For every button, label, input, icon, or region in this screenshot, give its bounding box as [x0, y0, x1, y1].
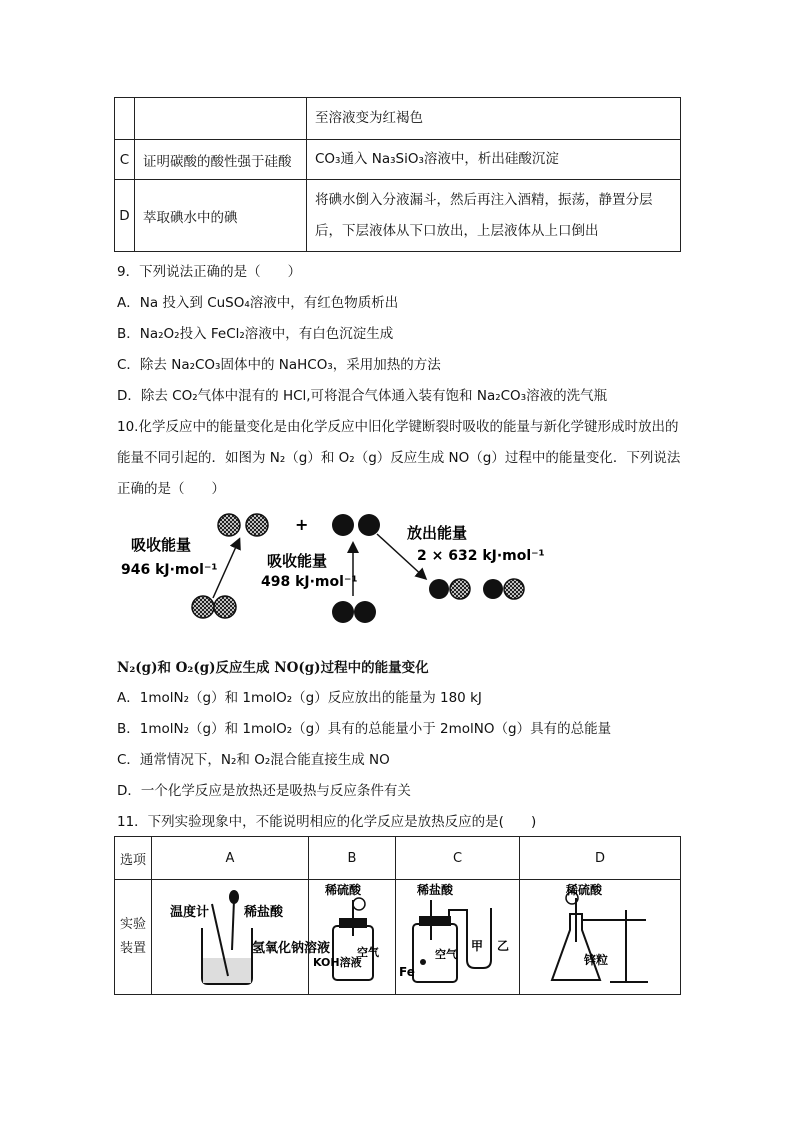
header-b: B — [309, 837, 396, 880]
table-row — [115, 837, 681, 880]
table-row — [115, 140, 681, 180]
apparatus-b-drawing — [309, 880, 395, 990]
dropper — [232, 900, 234, 950]
table-cell-letter — [115, 98, 135, 140]
question-11-stem: 11．下列实验现象中，不能说明相应的化学反应是放热反应的是( ) — [117, 814, 537, 830]
koh-label: KOH溶液 — [313, 956, 362, 969]
apparatus-c-cell — [396, 880, 520, 995]
hcl-label: 稀盐酸 — [416, 883, 453, 897]
release-energy-label: 放出能量 — [407, 524, 468, 542]
balloon — [353, 898, 365, 910]
table-cell-method: 将碘水倒入分液漏斗，然后再注入酒精，振荡，静置分层后，下层液体从下口放出，上层液体从上口倒出 — [307, 180, 681, 252]
hcl-label: 稀盐酸 — [244, 905, 284, 920]
table-cell-letter: D — [115, 180, 135, 252]
naoh-label: 氢氧化钠溶液 — [252, 941, 331, 956]
header-c: C — [396, 837, 520, 880]
stopper — [419, 916, 451, 926]
o2-atom — [354, 601, 376, 623]
apparatus-a-cell — [152, 880, 331, 995]
yi-label: 乙 — [496, 939, 509, 953]
thermometer-label: 温度计 — [170, 905, 210, 920]
no-o-atom — [429, 579, 449, 599]
header-d: D — [520, 837, 681, 880]
apparatus-d-drawing — [530, 880, 670, 990]
table-cell-purpose — [135, 98, 307, 140]
table-cell-letter: C — [115, 140, 135, 180]
absorb-energy-value-1: 946 kJ·mol⁻¹ — [121, 562, 218, 578]
question-10-option-b: B．1molN₂（g）和 1molO₂（g）具有的总能量小于 2molNO（g）具有的总能量 — [117, 721, 612, 737]
experiment-table-continued — [114, 97, 681, 252]
table-cell-method: CO₃通入 Na₃SiO₃溶液中，析出硅酸沉淀 — [307, 140, 681, 180]
question-9-option-d: D．除去 CO₂气体中混有的 HCl,可将混合气体通入装有饱和 Na₂CO₃溶液的洗气瓶 — [117, 388, 608, 404]
o-atom — [358, 514, 380, 536]
jia-label: 甲 — [470, 939, 483, 953]
absorb-energy-value-2: 498 kJ·mol⁻¹ — [261, 574, 358, 590]
header-option: 选项 — [115, 837, 152, 880]
header-a: A — [152, 837, 309, 880]
table-row — [115, 880, 681, 995]
air-label: 空气 — [357, 946, 379, 959]
n2-atom — [214, 596, 236, 618]
table-row — [115, 180, 681, 252]
n-atom — [246, 514, 268, 536]
zinc-label: 锌粒 — [584, 953, 609, 967]
no-n-atom — [450, 579, 470, 599]
table-cell-method: 至溶液变为红褐色 — [307, 98, 681, 140]
question-10-option-d: D．一个化学反应是放热还是吸热与反应条件有关 — [117, 783, 411, 799]
o2-atom — [332, 601, 354, 623]
fe-label: Fe — [398, 965, 415, 979]
table-row — [115, 98, 681, 140]
h2so4-label: 稀硫酸 — [325, 883, 362, 897]
absorb-energy-label-1: 吸收能量 — [131, 536, 192, 554]
plus-sign: + — [295, 515, 309, 534]
o-atom — [332, 514, 354, 536]
row-label-apparatus: 实验装置 — [115, 880, 152, 995]
question-9-option-c: C．除去 Na₂CO₃固体中的 NaHCO₃，采用加热的方法 — [117, 357, 441, 373]
apparatus-c-drawing — [397, 880, 519, 990]
apparatus-table — [114, 836, 681, 995]
question-9-stem: 9．下列说法正确的是（ ） — [117, 264, 302, 280]
n-atom — [218, 514, 240, 536]
question-10-stem: 10.化学反应中的能量变化是由化学反应中旧化学键断裂时吸收的能量与新化学键形成时放出的能量不同引起的．如图为 N₂（g）和 O₂（g）反应生成 NO（g）过程中的能量变化．下列说法正确的是（ ） — [117, 419, 681, 497]
release-energy-value: 2 × 632 kJ·mol⁻¹ — [417, 548, 545, 564]
n2-atom — [192, 596, 214, 618]
question-10-option-a: A．1molN₂（g）和 1molO₂（g）反应放出的能量为 180 kJ — [117, 690, 482, 706]
absorb-energy-label-2: 吸收能量 — [267, 552, 328, 570]
diagram-caption: N₂(g)和 O₂(g)反应生成 NO(g)过程中的能量变化 — [117, 660, 429, 676]
air-label: 空气 — [434, 948, 457, 961]
apparatus-a-drawing — [152, 880, 331, 990]
table-cell-purpose: 萃取碘水中的碘 — [135, 180, 307, 252]
dropper-bulb — [229, 890, 239, 904]
no-o-atom — [483, 579, 503, 599]
h2so4-label: 稀硫酸 — [566, 883, 603, 897]
no-n-atom — [504, 579, 524, 599]
apparatus-b-cell — [309, 880, 396, 995]
iron-piece — [420, 959, 426, 965]
question-9-option-a: A．Na 投入到 CuSO₄溶液中，有红色物质析出 — [117, 295, 399, 311]
question-9-option-b: B．Na₂O₂投入 FeCl₂溶液中，有白色沉淀生成 — [117, 326, 394, 342]
energy-change-diagram — [117, 508, 557, 628]
apparatus-d-cell — [520, 880, 681, 995]
table-cell-purpose: 证明碳酸的酸性强于硅酸 — [135, 140, 307, 180]
question-10-option-c: C．通常情况下，N₂和 O₂混合能直接生成 NO — [117, 752, 390, 768]
